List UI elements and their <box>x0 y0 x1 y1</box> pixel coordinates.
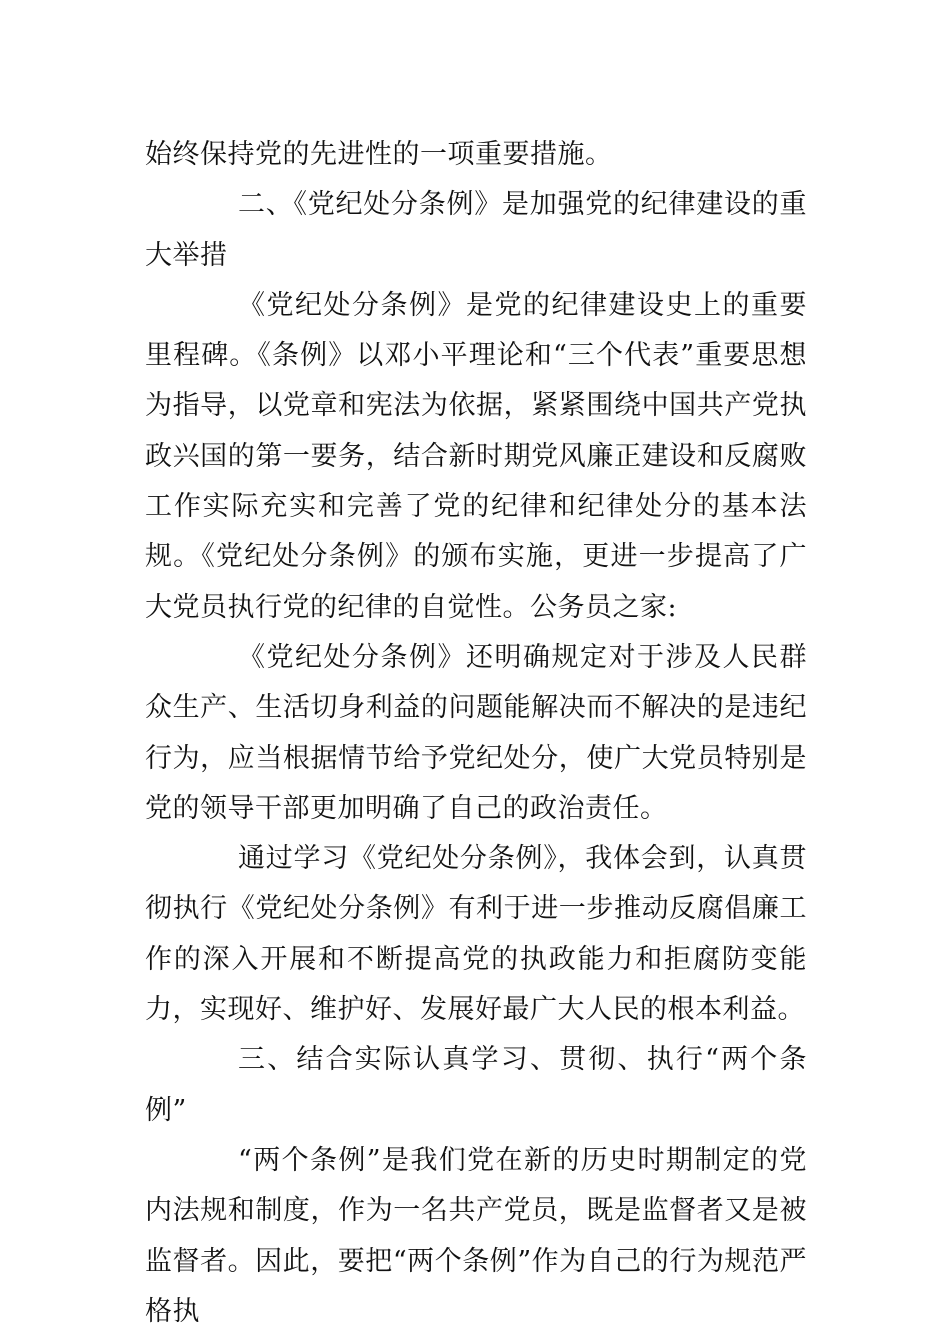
paragraph-reflection: 通过学习《党纪处分条例》，我体会到，认真贯彻执行《党纪处分条例》有利于进一步推动反腐倡廉工作的深入开展和不断提高党的执政能力和拒腐防变能力，实现好、维护好、发展好最广大人民的根本利益。 <box>145 843 807 1026</box>
paragraph-responsibility: 《党纪处分条例》还明确规定对于涉及人民群众生产、生活切身利益的问题能解决而不解决的是违纪行为，应当根据情节给予党纪处分，使广大党员特别是党的领导干部更加明确了自己的政治责任。 <box>145 641 807 824</box>
paragraph-milestone: 《党纪处分条例》是党的纪律建设史上的重要里程碑。《条例》以邓小平理论和“三个代表”重要思想为指导，以党章和宪法为依据，紧紧围绕中国共产党执政兴国的第一要务，结合新时期党风廉正建设和反腐败工作实际充实和完善了党的纪律和纪律处分的基本法规。《党纪处分条例》的颁布实施，更进一步提高了广大党员执行党的纪律的自觉性。公务员之家: <box>145 289 807 623</box>
section-heading-three: 三、结合实际认真学习、贯彻、执行“两个条例” <box>145 1044 807 1126</box>
paragraph-continuation: 始终保持党的先进性的一项重要措施。 <box>145 139 613 170</box>
paragraph-two-regulations: “两个条例”是我们党在新的历史时期制定的党内法规和制度，作为一名共产党员，既是监督者又是被监督者。因此，要把“两个条例”作为自己的行为规范严格执 <box>145 1144 807 1327</box>
section-heading-two: 二、《党纪处分条例》是加强党的纪律建设的重大举措 <box>145 189 807 271</box>
document-body <box>145 130 807 1337</box>
